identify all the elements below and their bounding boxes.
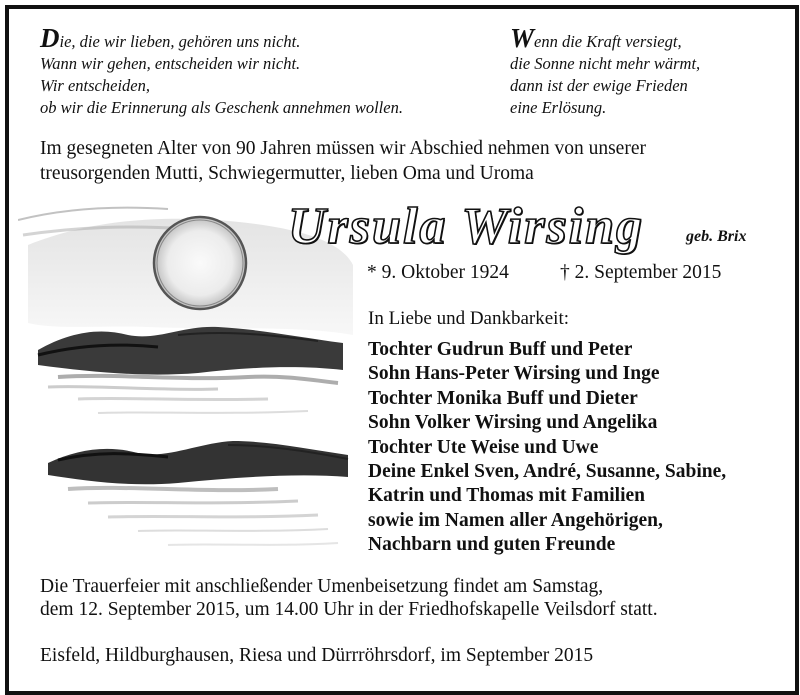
- family-member: Tochter Ute Weise und Uwe: [368, 436, 599, 458]
- poem-left-line: [40, 23, 403, 53]
- family-list: [368, 338, 726, 558]
- deceased-name: Ursula Wirsing: [288, 198, 645, 255]
- family-member: Sohn Volker Wirsing und Angelika: [368, 412, 658, 434]
- maiden-name: geb. Brix: [686, 228, 747, 245]
- poem-right-line: eine Erlösung.: [510, 98, 607, 117]
- thanks-label: In Liebe und Dankbarkeit:: [368, 308, 570, 329]
- family-member: Nachbarn und guten Freunde: [368, 534, 616, 556]
- funeral-line: dem 12. September 2015, um 14.00 Uhr in der Friedhofskapelle Veilsdorf statt.: [40, 599, 658, 620]
- family-member: Sohn Hans-Peter Wirsing und Inge: [368, 363, 660, 385]
- closing-line: Eisfeld, Hildburghausen, Riesa und Dürrröhrsdorf, im September 2015: [40, 645, 594, 666]
- poem-left-first-line: ie, die wir lieben, gehören uns nicht.: [59, 32, 301, 51]
- poem-left-line: Wann wir gehen, entscheiden wir nicht.: [40, 54, 301, 73]
- death-date: † 2. September 2015: [560, 262, 722, 283]
- poem-right-first-line: enn die Kraft versiegt,: [534, 32, 682, 51]
- poem-right-dropcap: W: [510, 23, 535, 53]
- poem-right-line: [510, 23, 700, 53]
- family-member: Tochter Gudrun Buff und Peter: [368, 339, 633, 360]
- family-member: Katrin und Thomas mit Familien: [368, 485, 646, 507]
- sun-landscape-illustration: [18, 205, 358, 565]
- funeral-notice: [40, 575, 658, 621]
- intro-line: Im gesegneten Alter von 90 Jahren müssen wir Abschied nehmen von unserer: [40, 138, 646, 159]
- intro-line: treusorgenden Mutti, Schwiegermutter, lieben Oma und Uroma: [40, 163, 534, 184]
- poem-right: [510, 23, 701, 119]
- poem-left-line: ob wir die Erinnerung als Geschenk annehmen wollen.: [40, 98, 403, 117]
- poem-left-dropcap: D: [40, 23, 60, 53]
- poem-right-line: dann ist der ewige Frieden: [510, 76, 688, 95]
- family-member: Tochter Monika Buff und Dieter: [368, 387, 638, 409]
- family-member: Deine Enkel Sven, André, Susanne, Sabine,: [368, 461, 727, 483]
- family-member: sowie im Namen aller Angehörigen,: [368, 509, 663, 531]
- intro-text: [40, 136, 646, 186]
- funeral-line: Die Trauerfeier mit anschließender Umenbeisetzung findet am Samstag,: [40, 576, 604, 597]
- birth-date: * 9. Oktober 1924: [367, 262, 509, 283]
- poem-right-line: die Sonne nicht mehr wärmt,: [510, 54, 701, 73]
- poem-left: [40, 23, 403, 119]
- poem-left-line: Wir entscheiden,: [40, 76, 150, 95]
